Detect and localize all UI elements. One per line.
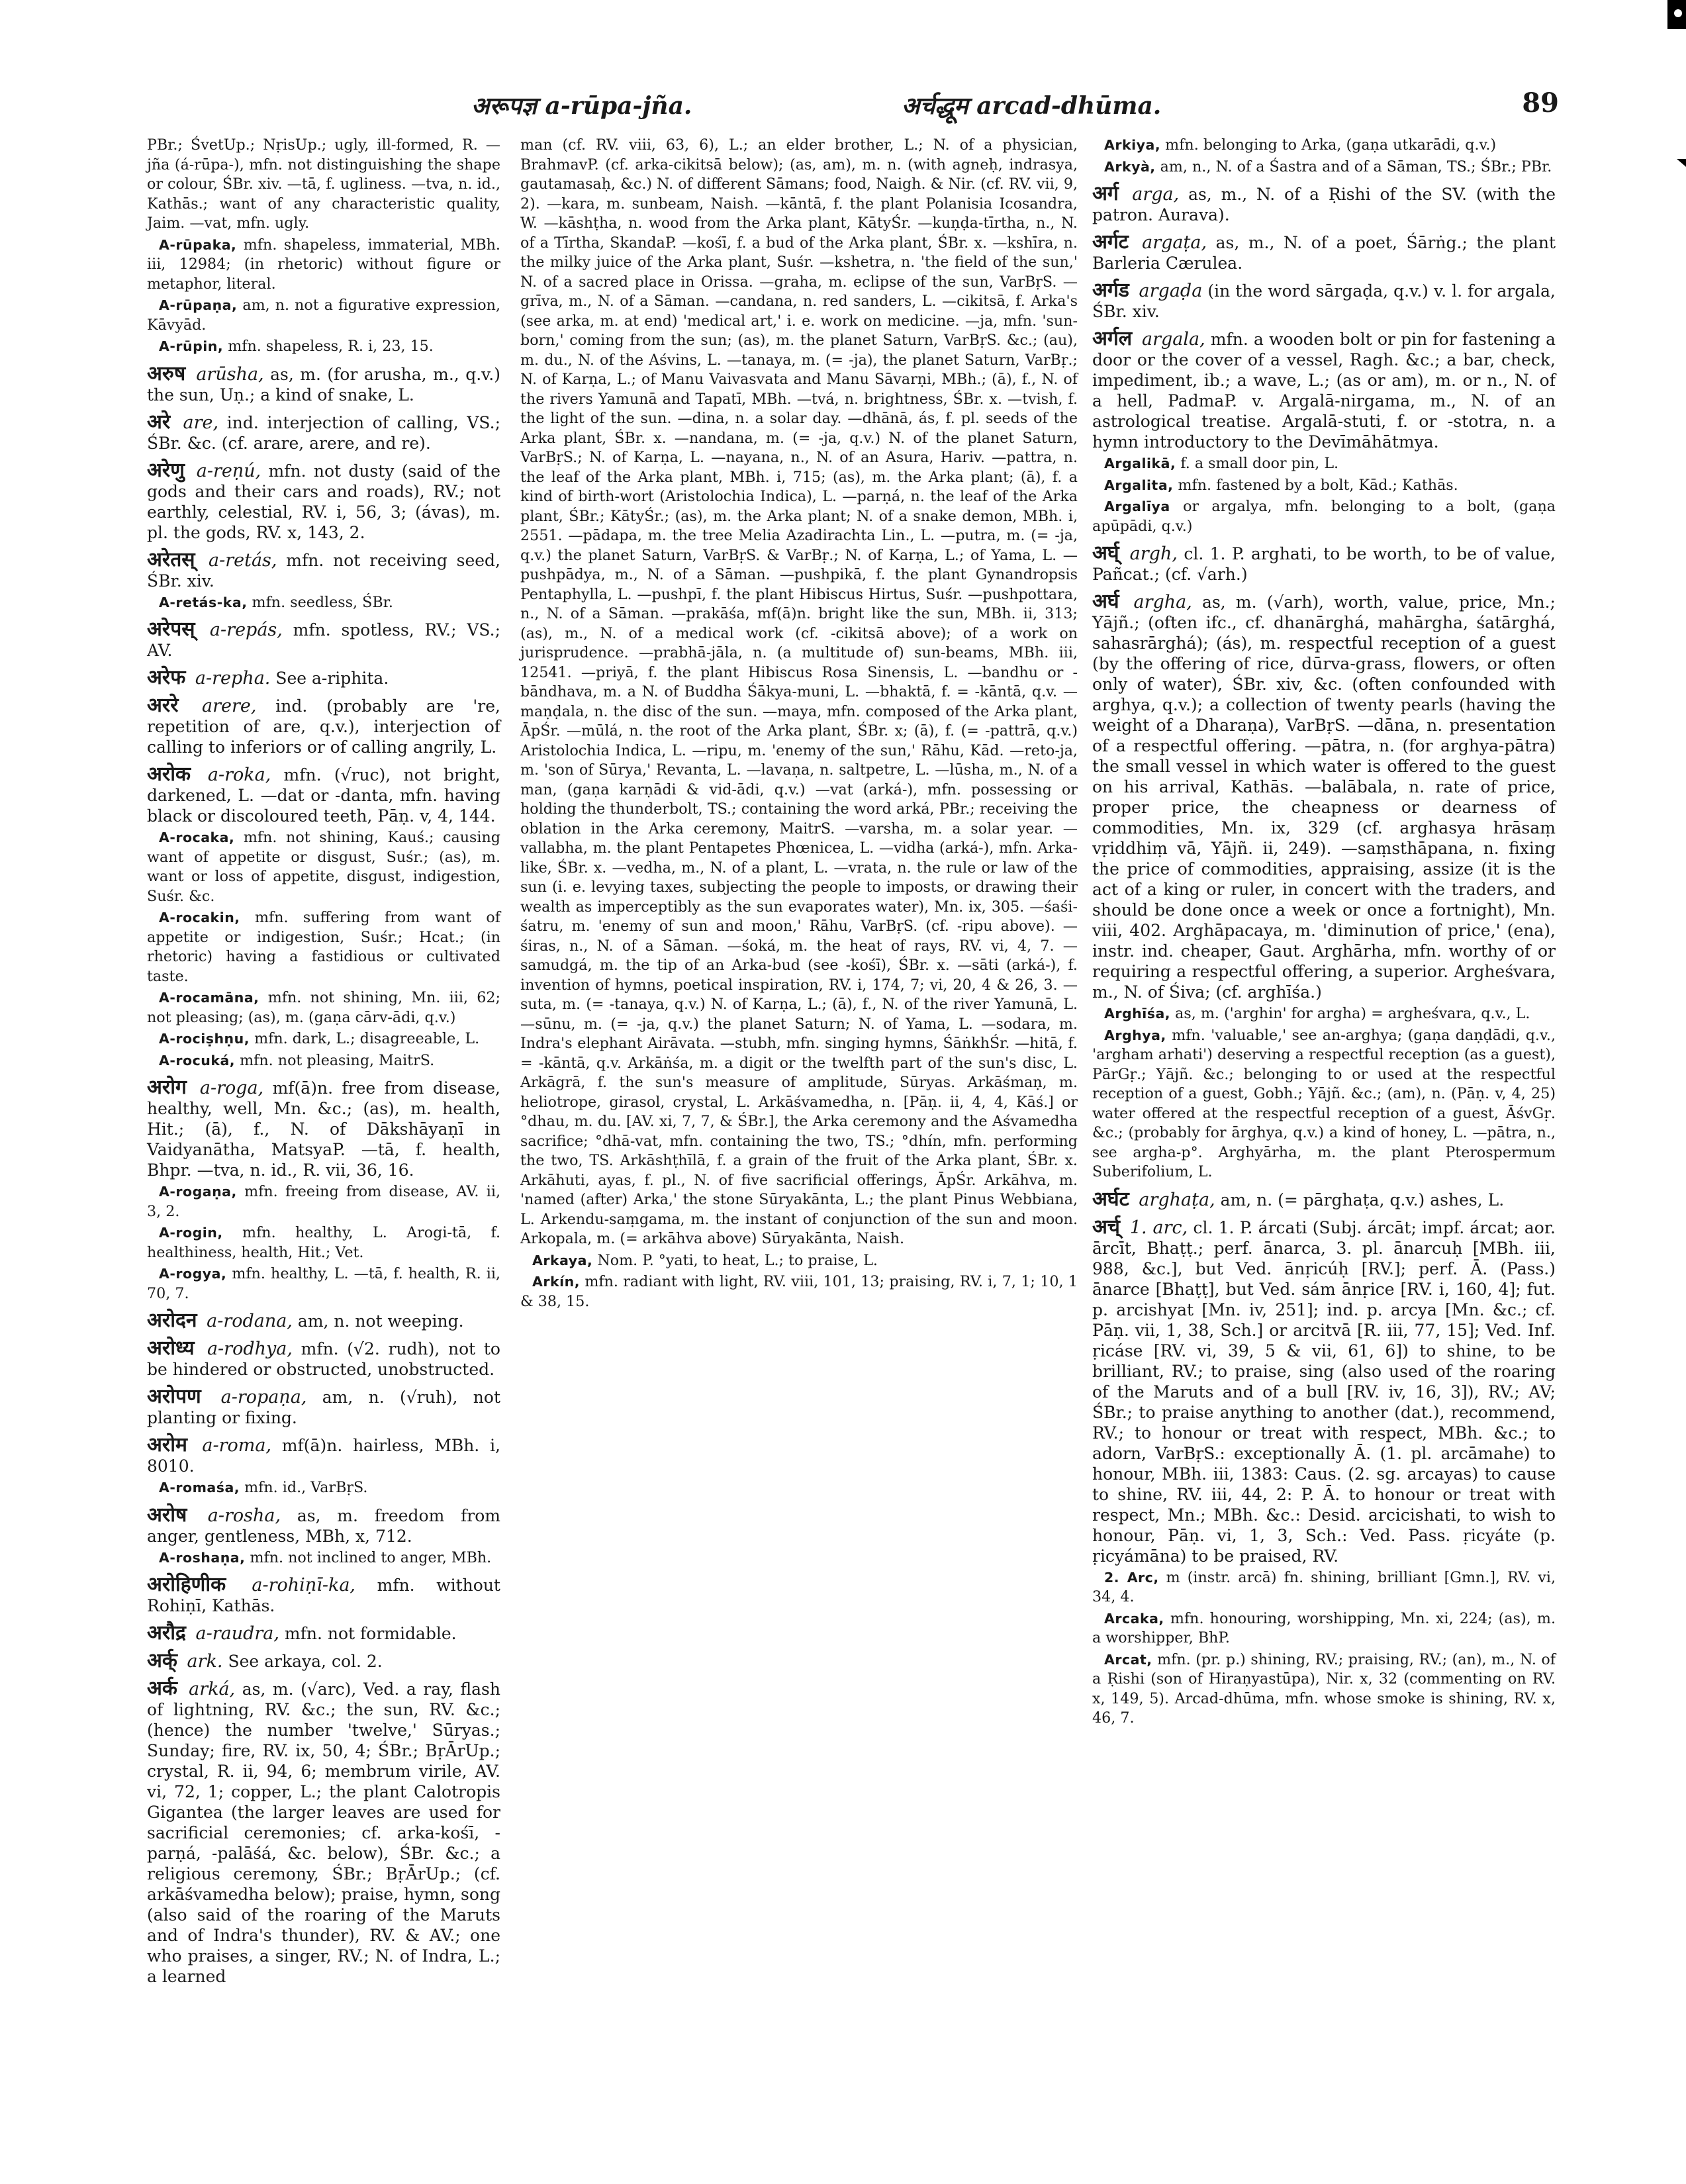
sub-headword: A-rogya,	[159, 1266, 227, 1282]
headword: a-rohiṇī-ka,	[230, 1575, 356, 1595]
sub-headword: A-rocaka,	[159, 830, 235, 845]
sub-headword: 2. Arc,	[1104, 1569, 1159, 1586]
entry-text: mfn. spotless, RV.; VS.; AV.	[147, 620, 500, 660]
sub-headword: Arghya,	[1104, 1027, 1166, 1043]
devanagari-headword: अर्घ	[1092, 590, 1119, 613]
entry-text: mfn. a wooden bolt or pin for fastening a door or the cover of a vessel, Ragh. &c.; a bar, check, impediment, ib.; a wave, L.; (as or am), m. or n., N. of a hell, PadmaP. v. Argalā-nirgama, m., N. of an astrological treatise. Argalā-stuti, f. or -stotra, n. a hymn introductory to the Devīmāhātmya.	[1092, 330, 1556, 451]
dictionary-entry	[147, 1478, 500, 1498]
devanagari-headword: अरे	[147, 410, 171, 434]
sub-headword: A-rogaṇa,	[159, 1184, 237, 1200]
sub-headword: A-rogin,	[159, 1225, 223, 1241]
entry-text: mfn. without Rohiṇī, Kathās.	[147, 1576, 500, 1615]
headword: arghaṭa,	[1133, 1189, 1215, 1210]
entry-text: man (cf. RV. viii, 63, 6), L.; an elder brother, L.; N. of a physician, BrahmavP. (cf. arka-cikitsā below); (as, am), m. n. (with agneḥ, indrasya, gautamasaḥ, &c.) N. of different Sāmans; food, Naigh. & Nir. (cf. RV. vii, 9, 2). —kara, m. sunbeam, Naish. —kāntā, f. the plant Polanisia Icosandra, W. —kāshṭha, n. wood from the Arka plant, KātyŚr. —kuṇḍa-tīrtha, n., N. of a Tīrtha, SkandaP. —kośī, f. a bud of the Arka plant, ŚBr. x. —kshīra, n. the milky juice of the Arka plant, Suśr. —kshetra, n. 'the field of the sun,' N. of a sacred place in Orissa. —graha, m. eclipse of the sun, VarBṛS. —grīva, m., N. of a Sāman. —candana, n. red sanders, L. —cikitsā, f. Arka's (see arka, m. at end) 'medical art,' i. e. work on medicine. —ja, mfn. 'sun-born,' coming from the sun; (as), m. the planet Saturn, VarBṛS. &c.; (au), m. du., N. of the Aśvins, L. —tanaya, m. (= -ja), the planet Saturn, VarBṛ.; N. of Karṇa, L.; of Manu Vaivasvata and Manu Sāvarṇi, MBh.; (ā), f., N. of the rivers Yamunā and Tapatī, MBh. —tvá, n. brightness, ŚBr. x. —tvish, f. the light of the sun. —dina, n. a solar day. —dhānā, ás, f. pl. seeds of the Arka plant, ŚBr. x. —nandana, m. (= -ja, q.v.) N. of the planet Saturn, VarBṛS.; N. of Karṇa, L. —nayana, n., N. of an Asura, Hariv. —pattra, n. the leaf of the Arka plant, MBh. i, 715; (as), m. the Arka plant; (ā), f. a kind of birth-wort (Aristolochia Indica), L. —parṇá, n. the leaf of the Arka plant, ŚBr.; KātyŚr.; (as), m. the Arka plant; N. of a snake demon, MBh. i, 2551. —pādapa, m. the tree Melia Azadirachta Lin., L. —putra, m. (= -ja, q.v.) the planet Saturn, VarBṛS. & VarBṛ.; N. of Karṇa, L.; of Yama, L. —pushpādya, m., N. of a Sāman. —pushpikā, f. the plant Gynandropsis Pentaphylla, L. —pushpī, f. the plant Hibiscus Hirtus, Suśr. —pushpottara, n., N. of a Sāman. —prakāśa, mf(ā)n. bright like the sun, MBh. ii, 313; (as), m., N. of a medical work (cf. -cikitsā above); of a work on jurisprudence. —prabhā-jāla, n. (a multitude of) sun-beams, MBh. iii, 12541. —priyā, f. the plant Hibiscus Rosa Sinensis, L. —bandhu or -bāndhava, m. a N. of Buddha Śākya-muni, L. —bhaktā, f. = -kāntā, q.v. —maṇḍala, n. the disc of the sun. —maya, mfn. composed of the Arka plant, ĀpŚr. —mūlá, n. the root of the Arka plant, ŚBr. x; (ā), f. (= -pattrā, q.v.) Aristolochia Indica, L. —ripu, m. 'enemy of the sun,' Rāhu, Kād. —reto-ja, m. 'son of Sūrya,' Revanta, L. —lavaṇa, n. saltpetre, L. —lūsha, m., N. of a man, (gaṇa karṇādi & vid-ādi, q.v.) —vat (arká-), mfn. possessing or holding the thunderbolt, TS.; containing the word arká, PBr.; receiving the oblation in the Arka ceremony, MaitrS. —varsha, m. a solar year. —vallabha, m. the plant Pentapetes Phœnicea, L. —vidha (arká-), mfn. Arka-like, ŚBr. x. —vedha, m., N. of a plant, L. —vrata, n. the rule or law of the sun (i. e. levying taxes, subjecting the people to imposts, or drawing their wealth as imperceptibly as the sun evaporates water), Mn. ix, 305. —śaśi-śatru, m. 'enemy of sun and moon,' Rāhu, VarBṛS. (cf. -ripu above). —śiras, n., N. of a Sāman. —śoká, m. the heat of rays, RV. vi, 4, 7. —samudgá, m. the tip of an Arka-bud (see -kośī), ŚBr. x. —sāti (arká-), f. invention of hymns, poetical inspiration, RV. i, 174, 7; vi, 20, 4 & 26, 3. —suta, m. (= -tanaya, q.v.) N. of Karṇa, L.; (ā), f., N. of the river Yamunā, L. —sūnu, m. (= -ja, q.v.) the planet Saturn; N. of Yama, L. —sodara, m. Indra's elephant Airāvata. —stubh, mfn. singing hymns, ŚāṅkhŚr. —hitā, f. = -kāntā, q.v. Arkāṅśa, m. a digit or the twelfth part of the sun's disc, L. Arkāgrā, f. the sun's measure of amplitude, Sūryas. Arkāśmaṇ, m. heliotrope, girasol, crystal, L. Arkāśvamedha, n. [Pāṇ. ii, 4, 4, Kāś.] or °dhau, m. du. [AV. xi, 7, 7, & ŚBr.], the Arka ceremony and the Aśvamedha sacrifice; °dhā-vat, mfn. containing the two, TS.; °dhín, mfn. performing the two, TS. Arkāshṭhīlā, f. a grain of the fruit of the Arka plant, ŚBr. x. Arkāhuti, ayas, f. pl., N. of five sacrificial offerings, ĀpŚr. Arkāhva, m. 'named (after) Arka,' the stone Sūryakānta, L.; the plant Pinus Webbiana, L. Arkendu-saṃgama, m. the instant of conjunction of the sun and moon. Arkopala, m. (= arkāhva above) Sūryakānta, Naish.	[520, 136, 1078, 1247]
devanagari-headword: अर्गट	[1092, 230, 1129, 254]
dictionary-entry	[147, 1338, 500, 1380]
headword: arga,	[1122, 184, 1180, 205]
sub-headword: Arghīśa,	[1104, 1006, 1171, 1021]
entry-text: mfn. not formidable.	[279, 1624, 457, 1643]
dictionary-entry	[147, 296, 500, 335]
devanagari-headword: अर्क्	[147, 1649, 177, 1672]
entry-text: am, n. (√ruh), not planting or fixing.	[147, 1388, 500, 1427]
column-1	[147, 136, 500, 1989]
dictionary-entry	[147, 460, 500, 543]
entry-text: mfn. freeing from disease, AV. ii, 3, 2.	[147, 1183, 500, 1220]
entry-text: mfn. belonging to Arka, (gaṇa utkarādi, q.v.)	[1160, 136, 1497, 154]
entry-text: or argalya, mfn. belonging to a bolt, (gaṇa apūpādi, q.v.)	[1092, 498, 1556, 535]
headword: arere,	[182, 696, 257, 716]
dictionary-entry	[147, 1223, 500, 1262]
entry-text: mfn. not dusty (said of the gods and their cars and roads), RV.; not earthly, celestial, RV. i, 56, 3; (ávas), m. pl. the gods, RV. x, 143, 2.	[147, 461, 500, 542]
devanagari-headword: अरोक	[147, 763, 191, 786]
column-2	[520, 136, 1078, 1313]
dictionary-entry	[147, 764, 500, 826]
entry-text: mfn. (√ruc), not bright, darkened, L. —dat or -danta, mfn. having black or discoloured teeth, Pāṇ. v, 4, 144.	[147, 765, 500, 826]
dictionary-entry	[520, 136, 1078, 1249]
dictionary-entry	[147, 695, 500, 757]
dictionary-entry	[147, 1029, 500, 1049]
dictionary-entry	[147, 1623, 500, 1644]
dictionary-entry	[147, 1548, 500, 1568]
headword: ark.	[181, 1651, 223, 1672]
headword: argaṭa,	[1132, 232, 1207, 253]
headword: a-reṇú,	[188, 460, 261, 481]
headword: a-rodana,	[201, 1311, 293, 1331]
dictionary-entry	[147, 236, 500, 295]
entry-text: mfn. (pr. p.) shining, RV.; praising, RV.; (an), m., N. of a Ṛishi (son of Hiraṇyastūpa), Nir. x, 32 (commenting on RV. x, 149, 5). Arcad-dhūma, mfn. whose smoke is shining, RV. x, 46, 7.	[1092, 1650, 1556, 1727]
dictionary-entry	[147, 1051, 500, 1071]
entry-text: as, m., N. of a poet, Śārṅg.; the plant Barleria Cærulea.	[1092, 233, 1556, 273]
entry-text: See arkaya, col. 2.	[222, 1652, 383, 1671]
sub-headword: Arcat,	[1104, 1651, 1152, 1668]
entry-text: ind. (probably are 're, repetition of are, q.v.), interjection of calling to inferiors or of calling angrily, L.	[147, 696, 500, 757]
devanagari-headword: अर्ग	[1092, 182, 1119, 205]
headword: argaḍa	[1133, 281, 1203, 301]
sub-headword: A-rūpin,	[159, 338, 224, 354]
entry-text: mfn. fastened by a bolt, Kād.; Kathās.	[1173, 476, 1458, 494]
devanagari-headword: अरौद्र	[147, 1621, 186, 1644]
devanagari-headword: अररे	[147, 694, 179, 717]
page-number: 89	[1522, 87, 1559, 119]
entry-text: as, m. (√arc), Ved. a ray, flash of lightning, RV. &c.; the sun, RV. &c.; (hence) the number 'twelve,' Sūryas.; Sunday; fire, RV. ix, 50, 4; ŚBr.; BṛĀrUp.; crystal, R. ii, 94, 6; membrum virile, AV. vi, 72, 1; copper, L.; the plant Calotropis Gigantea (the larger leaves are used for sacrificial ceremonies; cf. arka-kośī, -parṇá, -palāśá, &c. below), ŚBr. &c.; a religious ceremony, ŚBr.; BṛĀrUp.; (cf. arkāśvamedha below); praise, hymn, song (also said of the roaring of the Maruts and of Indra's thunder), RV. & AV.; one who praises, a singer, RV.; N. of Indra, L.; a learned	[147, 1680, 500, 1986]
sub-headword: Arkiya,	[1104, 137, 1161, 153]
dictionary-entry	[1092, 454, 1556, 474]
entry-text: cl. 1. P. árcati (Subj. árcāt; impf. árcat; aor. ārcīt, Bhaṭṭ.; perf. ānarca, 3. pl. ānarcuḥ [MBh. iii, 988, &c.], but Ved. ānṛicúḥ [RV.]; perf. Ā. (Pass.) ānarce [Bhaṭṭ], but Ved. sám ānṛice [RV. i, 160, 4]; fut. p. arcishyat [Mn. iv, 251]; ind. p. arcya [Mn. &c.; cf. Pāṇ. vii, 1, 38, Sch.] or arcitvā [R. iii, 77, 15]; Ved. Inf. ṛicáse [RV. vi, 39, 5 & vii, 61, 6]) to shine, to be brilliant, RV.; to praise, sing (also used of the roaring of the Maruts and of a bull [RV. iv, 16, 3]), RV.; AV; ŚBr.; to praise anything to another (dat.), recommend, RV.; to honour or treat with respect, MBh. &c.; to adorn, VarBṛS.: exceptionally Ā. (1. pl. arcāmahe) to honour, MBh. iii, 1383: Caus. (2. sg. arcayas) to cause to shine, RV. iii, 44, 2: P. Ā. to honour or treat with respect, Mn.; MBh. &c.: Desid. arcicishati, to wish to honour, Pāṇ. vi, 1, 3, Sch.: Ved. Pass. ṛicyáte (p. ṛicyámāna) to be praised, RV.	[1092, 1217, 1556, 1566]
dictionary-entry	[1092, 1026, 1556, 1182]
headword: a-repha.	[189, 668, 271, 688]
devanagari-headword: अर्घट	[1092, 1187, 1129, 1211]
dictionary-entry	[1092, 497, 1556, 536]
entry-text: mfn. not pleasing, MaitrS.	[235, 1051, 435, 1069]
column-3	[1092, 136, 1556, 1731]
headword: a-roga,	[190, 1078, 264, 1098]
entry-text: ind. interjection of calling, VS.; ŚBr. &c. (cf. arare, arere, and re).	[147, 412, 500, 453]
devanagari-headword: अरेपस्	[147, 618, 195, 641]
sub-headword: Arkyà,	[1104, 158, 1156, 175]
dictionary-entry	[1092, 1650, 1556, 1729]
entry-text: mf(ā)n. hairless, MBh. i, 8010.	[147, 1436, 501, 1476]
dictionary-entry	[147, 1386, 500, 1428]
entry-text: mfn. not shining, Mn. iii, 62; not pleasing; (as), m. (gaṇa cārv-ādi, q.v.)	[147, 989, 500, 1026]
headword: arūsha,	[189, 363, 264, 385]
devanagari-headword: अरोहिणीक	[147, 1573, 226, 1596]
dictionary-entry	[1092, 232, 1556, 273]
entry-text: mfn. not receiving seed, ŚBr. xiv.	[147, 550, 500, 591]
sub-headword: Arcaka,	[1104, 1610, 1164, 1627]
entry-text: mfn. honouring, worshipping, Mn. xi, 224; (as), m. a worshipper, BhP.	[1092, 1609, 1556, 1646]
sub-headword: A-roshaṇa,	[159, 1549, 246, 1566]
dictionary-entry	[147, 1505, 500, 1546]
devanagari-headword: अर्गल	[1092, 327, 1133, 350]
devanagari-headword: अरोपण	[147, 1385, 201, 1408]
entry-text: am, n. not weeping.	[292, 1311, 464, 1331]
entry-text: as, m. (√arh), worth, value, price, Mn.; Yājñ.; (often ifc., cf. dhanārghá, mahārgha, śatārghá, sahasrārghá); (ás), m. respectful reception of a guest (by the offering of rice, dūrva-grass, flowers, or often only of water), ŚBr. xiv, &c. (often confounded with arghya, q.v.); a collection of twenty pearls (having the weight of a Dharaṇa), VarBṛS. —dāna, n. presentation of a respectful offering. —pātra, n. (for arghya-pātra) the small vessel in which water is offered to the guest on his arrival, Kathās. —balābala, n. rate of price, proper price, the cheapness or dearness of commodities, Mn. ix, 329 (cf. arghasya hrāsaṃ vṛiddhiṃ vā, Yājñ. ii, 249). —saṃsthāpana, n. fixing the price of commodities, appraising, assize (it is the act of a king or ruler, in concert with the traders, and should be done once a week or once a fortnight), Mn. viii, 402. Arghāpacaya, m. 'diminution of price,' (ena), instr. ind. cheaper, Gaut. Arghārha, mfn. worthy of or requiring a respectful offering, a superior. Argheśvara, m., N. of Śiva; (cf. arghīśa.)	[1092, 593, 1556, 1002]
entry-text: f. a small door pin, L.	[1176, 455, 1339, 472]
sub-headword: A-rūpaṇa,	[159, 297, 238, 313]
dictionary-entry	[520, 1251, 1078, 1271]
dictionary-entry	[147, 908, 500, 986]
entry-text: mfn. dark, L.; disagreeable, L.	[250, 1030, 480, 1047]
devanagari-headword: अर्घ्	[1092, 542, 1119, 565]
dictionary-entry	[147, 363, 500, 405]
headword: argala,	[1136, 329, 1205, 350]
dictionary-entry	[147, 619, 500, 661]
dictionary-entry	[147, 593, 500, 613]
entry-text: am, n. (= pārghaṭa, q.v.) ashes, L.	[1215, 1190, 1505, 1210]
headword: a-roka,	[195, 765, 271, 785]
devanagari-headword: अरोध्य	[147, 1337, 195, 1360]
entry-text: mfn. not shining, Kauś.; causing want of appetite or disgust, Suśr.; (as), m. want or loss of appetite, disgust, indigestion, Suśr. &c.	[147, 829, 500, 905]
entry-text: cl. 1. P. arghati, to be worth, to be of value, Pañcat.; (cf. √arh.)	[1092, 544, 1556, 584]
dictionary-entry	[1092, 591, 1556, 1002]
dictionary-entry	[1092, 280, 1556, 322]
entry-text: as, m., N. of a Ṛishi of the SV. (with the patron. Aurava).	[1092, 185, 1556, 224]
headword: a-rosha,	[191, 1505, 281, 1526]
headword: a-roma,	[191, 1435, 272, 1456]
dictionary-entry	[147, 828, 500, 906]
devanagari-headword: अर्क	[147, 1677, 177, 1700]
sub-headword: Argalīya	[1104, 499, 1170, 514]
dictionary-entry	[1092, 158, 1556, 177]
headword: argha,	[1123, 592, 1192, 612]
entry-text: Nom. P. °yati, to heat, L.; to praise, L.	[592, 1251, 878, 1269]
headword: argh,	[1123, 544, 1178, 564]
entry-text: mfn. healthy, L. —tā, f. health, R. ii, 70, 7.	[147, 1265, 500, 1302]
headword: a-retás,	[199, 549, 277, 571]
sub-headword: A-rocakin,	[159, 910, 240, 926]
sub-headword: A-rūpaka,	[159, 236, 237, 253]
entry-text: See a-riphita.	[270, 669, 389, 688]
dictionary-entry	[147, 1435, 500, 1476]
sub-headword: Argalita,	[1104, 477, 1174, 493]
dictionary-entry	[1092, 1609, 1556, 1648]
devanagari-headword: अरोदन	[147, 1309, 197, 1332]
devanagari-headword: अर्गड	[1092, 279, 1129, 302]
entry-text: mfn. healthy, L. Arogi-tā, f. healthiness, health, Hit.; Vet.	[147, 1224, 500, 1261]
dictionary-entry	[147, 1310, 500, 1331]
dictionary-entry	[147, 1574, 500, 1616]
entry-text: as, m. freedom from anger, gentleness, MBh, x, 712.	[147, 1505, 501, 1546]
entry-text: mf(ā)n. free from disease, healthy, well, Mn. &c.; (as), m. health, Hit.; (ā), f., N. of Dākshāyaṇī in Vaidyanātha, MatsyaP. —tā, f. health, Bhpr. —tva, n. id., R. vii, 36, 16.	[147, 1078, 500, 1180]
entry-text: mfn. (√2. rudh), not to be hindered or obstructed, unobstructed.	[147, 1339, 500, 1379]
sub-headword: A-rocamāna,	[159, 990, 259, 1006]
devanagari-headword: अर्च्	[1092, 1215, 1120, 1239]
dictionary-entry	[1092, 543, 1556, 585]
running-head-left: अरूपज्ञ a-rūpa-jña.	[471, 92, 692, 120]
dictionary-entry	[147, 1264, 500, 1304]
dictionary-entry	[1092, 1189, 1556, 1210]
dictionary-entry	[147, 549, 500, 591]
dictionary-entry	[147, 1650, 500, 1672]
entry-text: mfn. shapeless, immaterial, MBh. iii, 12984; (in rhetoric) without figure or metaphor, literal.	[147, 236, 500, 293]
devanagari-headword: अरेतस्	[147, 547, 195, 571]
dictionary-entry	[147, 667, 500, 688]
entry-text: mfn. seedless, ŚBr.	[247, 593, 393, 611]
edge-hole-icon	[1674, 9, 1682, 17]
sub-headword: A-rociṣhṇu,	[159, 1031, 250, 1047]
sub-headword: Argalikā,	[1104, 455, 1176, 471]
sub-headword: Arkín,	[532, 1274, 581, 1290]
devanagari-headword: अरुष	[147, 361, 186, 385]
headword: a-ropaṇa,	[205, 1387, 307, 1407]
entry-text: (in the word sārgaḍa, q.v.) v. l. for argala, ŚBr. xiv.	[1092, 281, 1556, 321]
dictionary-entry	[1092, 476, 1556, 496]
dictionary-entry	[147, 1077, 500, 1180]
dictionary-entry	[1092, 136, 1556, 156]
headword: 1. arc,	[1123, 1217, 1188, 1238]
entry-text: am, n. not a figurative expression, Kāvyād.	[147, 297, 500, 334]
running-head-center: अर्चद्धूम arcad-dhūma.	[902, 92, 1162, 120]
entry-text: as, m. ('arghin' for argha) = argheśvara, q.v., L.	[1170, 1005, 1530, 1022]
sub-headword: Arkaya,	[532, 1252, 593, 1268]
devanagari-headword: अरोष	[147, 1503, 187, 1527]
entry-text: mfn. 'valuable,' see an-arghya; (gaṇa daṇḍādi, q.v., 'argham arhati') deserving a respectful reception (as a guest), PārGṛ.; Yājñ. &c.; belonging to or used at the respectful reception of a guest, Gobh.; Yājñ. &c.; (am), n. (Pāṇ. v, 4, 25) water offered at the respectful reception of a guest, ĀśvGṛ. &c.; (probably for ārghya, q.v.) a kind of honey, L. —pātra, n., see argha-p°. Arghyārha, m. the plant Pterospermum Suberifolium, L.	[1092, 1026, 1556, 1180]
headword: are,	[174, 412, 219, 433]
dictionary-entry	[147, 988, 500, 1027]
entry-text: as, m. (for arusha, m., q.v.) the sun, Uṇ.; a kind of snake, L.	[147, 364, 500, 404]
entry-text: PBr.; ŚvetUp.; NṛisUp.; ugly, ill-formed, R. —jña (á-rūpa-), mfn. not distinguishing the shape or colour, ŚBr. xiv. —tā, f. ugliness. —tva, n. id., Kathās.; want of any characteristic quality, Jaim. —vat, mfn. ugly.	[147, 136, 500, 232]
entry-text: mfn. shapeless, R. i, 23, 15.	[223, 338, 434, 355]
dictionary-entry	[1092, 1004, 1556, 1024]
dictionary-entry	[147, 1678, 500, 1987]
devanagari-headword: अरोग	[147, 1076, 187, 1099]
dictionary-entry	[1092, 328, 1556, 452]
devanagari-headword: अरोम	[147, 1433, 187, 1456]
entry-text: m (instr. arcā) fn. shining, brilliant [Gmn.], RV. vi, 34, 4.	[1092, 1568, 1556, 1605]
headword: arká,	[181, 1679, 236, 1699]
dictionary-entry	[147, 337, 500, 357]
entry-text: mfn. not inclined to anger, MBh.	[245, 1548, 492, 1566]
dictionary-entry	[1092, 1217, 1556, 1566]
dictionary-entry	[147, 136, 500, 234]
sub-headword: A-romaśa,	[159, 1480, 240, 1496]
entry-text: am, n., N. of a Śastra and of a Sāman, TS.; ŚBr.; PBr.	[1155, 158, 1552, 175]
margin-arrow-icon	[1677, 159, 1686, 167]
entry-text: mfn. radiant with light, RV. viii, 101, 13; praising, RV. i, 7, 1; 10, 1 & 38, 15.	[520, 1273, 1078, 1310]
dictionary-entry	[1092, 183, 1556, 225]
headword: a-raudra,	[189, 1623, 279, 1644]
dictionary-entry	[147, 1182, 500, 1221]
entry-text: mfn. id., VarBṛS.	[240, 1479, 368, 1496]
sub-headword: A-rocuká,	[159, 1052, 236, 1068]
dictionary-entry	[147, 412, 500, 453]
dictionary-entry	[520, 1272, 1078, 1311]
entry-text: mfn. suffering from want of appetite or indigestion, Suśr.; Hcat.; (in rhetoric) having a fastidious or cultivated taste.	[147, 909, 500, 985]
devanagari-headword: अरेफ	[147, 666, 186, 689]
dictionary-entry	[1092, 1568, 1556, 1607]
headword: a-repás,	[199, 620, 283, 640]
page-edge-tab	[1667, 0, 1686, 29]
devanagari-headword: अरेणु	[147, 458, 185, 482]
headword: a-rodhya,	[198, 1339, 293, 1359]
sub-headword: A-retás-ka,	[159, 594, 248, 610]
running-head	[147, 86, 1559, 126]
